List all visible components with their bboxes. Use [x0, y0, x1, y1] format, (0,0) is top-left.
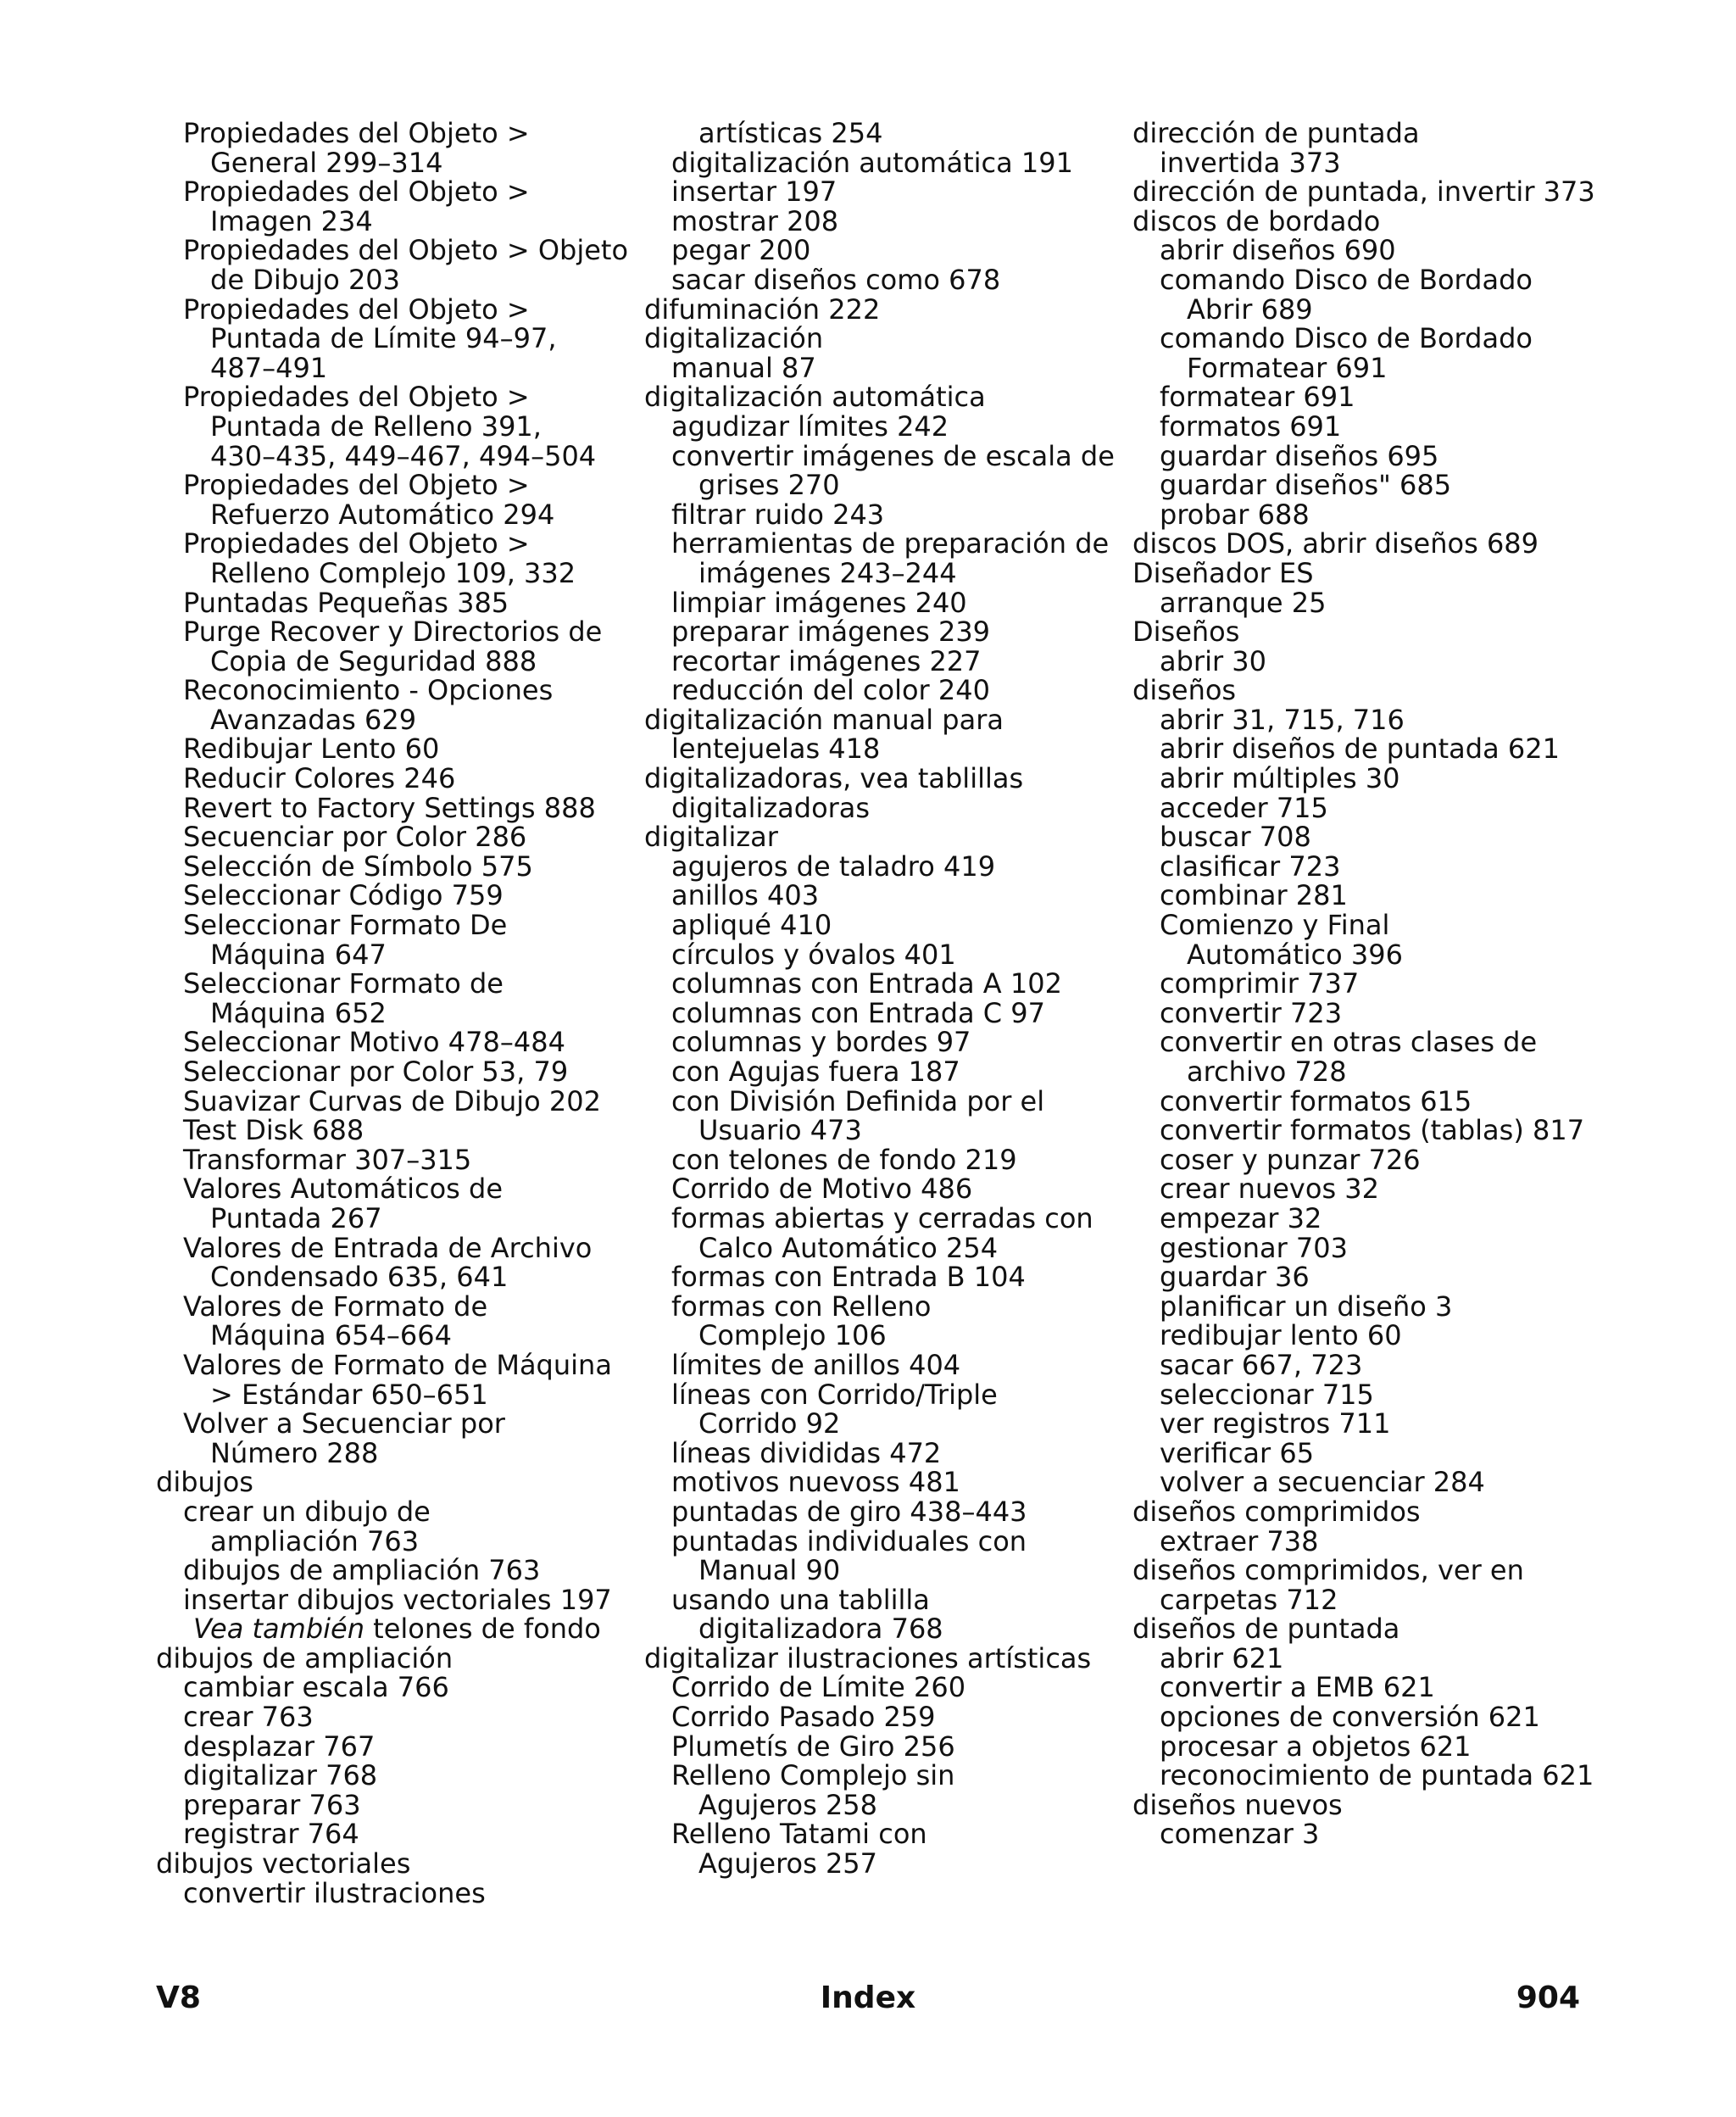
index-subentry: ver registros 711	[1160, 1407, 1391, 1440]
index-subentry: dibujos de ampliación 763	[183, 1554, 541, 1587]
index-subentry: Relleno Complejo sin	[671, 1759, 955, 1792]
index-subentry: Propiedades del Objeto >	[183, 175, 530, 209]
index-subentry: redibujar lento 60	[1160, 1319, 1402, 1352]
index-subentry: con telones de fondo 219	[671, 1143, 1017, 1176]
index-subentry: herramientas de preparación de	[671, 527, 1110, 560]
index-entry: Diseñador ES	[1132, 556, 1314, 589]
index-subentry: convertir ilustraciones	[183, 1876, 486, 1909]
index-subentry: cambiar escala 766	[183, 1671, 449, 1704]
index-subentry: Agujeros 257	[698, 1847, 878, 1880]
index-subentry: Test Disk 688	[183, 1114, 364, 1147]
index-entry: digitalización	[644, 322, 824, 355]
index-subentry: grises 270	[698, 469, 840, 502]
index-subentry: puntadas individuales con	[671, 1524, 1027, 1557]
index-subentry: abrir 31, 715, 716	[1160, 703, 1405, 736]
index-subentry: imágenes 243–244	[698, 556, 957, 589]
index-subentry: acceder 715	[1160, 791, 1328, 824]
index-subentry: carpetas 712	[1160, 1583, 1338, 1616]
index-subentry: formas con Entrada B 104	[671, 1261, 1026, 1294]
index-subentry: motivos nuevoss 481	[671, 1466, 960, 1499]
index-subentry: Propiedades del Objeto > Objeto	[183, 234, 629, 267]
index-subentry: Puntadas Pequeñas 385	[183, 586, 509, 619]
index-column-1	[156, 119, 631, 1908]
index-subentry: Refuerzo Automático 294	[210, 498, 555, 531]
index-entry: diseños	[1132, 674, 1237, 707]
index-subentry: crear nuevos 32	[1160, 1173, 1379, 1206]
index-subentry: convertir en otras clases de	[1160, 1026, 1538, 1059]
index-subentry: sacar diseños como 678	[671, 263, 1001, 296]
index-subentry: Formatear 691	[1187, 351, 1388, 384]
index-subentry: Corrido de Motivo 486	[671, 1173, 973, 1206]
index-subentry: Automático 396	[1187, 938, 1403, 971]
index-subentry: Valores Automáticos de	[183, 1173, 503, 1206]
index-subentry: comprimir 737	[1160, 967, 1360, 1000]
index-subentry: preparar 763	[183, 1788, 361, 1821]
index-subentry: Reducir Colores 246	[183, 762, 456, 795]
index-subentry: Valores de Entrada de Archivo	[183, 1231, 593, 1264]
footer-page-number: 904	[1516, 1981, 1580, 2015]
index-subentry: coser y punzar 726	[1160, 1143, 1421, 1176]
index-entry: diseños nuevos	[1132, 1788, 1343, 1821]
index-column-3	[1132, 119, 1624, 1849]
index-subentry: 487–491	[210, 351, 328, 384]
see-also-target: telones de fondo	[364, 1613, 601, 1646]
index-subentry: Abrir 689	[1187, 292, 1313, 326]
index-entry: dibujos vectoriales	[156, 1847, 411, 1880]
index-subentry: filtrar ruido 243	[671, 498, 885, 531]
index-subentry: convertir a EMB 621	[1160, 1671, 1435, 1704]
index-subentry: abrir 30	[1160, 644, 1267, 677]
index-subentry: verificar 65	[1160, 1436, 1315, 1469]
index-subentry: Calco Automático 254	[698, 1231, 999, 1264]
index-subentry: convertir formatos (tablas) 817	[1160, 1114, 1585, 1147]
index-subentry: lentejuelas 418	[671, 733, 881, 766]
index-entry: discos DOS, abrir diseños 689	[1132, 527, 1539, 560]
footer-version: V8	[156, 1981, 201, 2015]
index-subentry: General 299–314	[210, 146, 443, 179]
index-subentry: Propiedades del Objeto >	[183, 469, 530, 502]
index-subentry: guardar diseños" 685	[1160, 469, 1452, 502]
index-subentry: digitalizadora 768	[698, 1613, 943, 1646]
index-subentry: Corrido Pasado 259	[671, 1701, 936, 1734]
index-subentry: insertar 197	[671, 175, 837, 209]
index-subentry: Redibujar Lento 60	[183, 733, 440, 766]
index-subentry: Complejo 106	[698, 1319, 887, 1352]
index-subentry: Usuario 473	[698, 1114, 862, 1147]
index-subentry: columnas y bordes 97	[671, 1026, 971, 1059]
index-subentry: digitalización automática 191	[671, 146, 1073, 179]
see-also-label: Vea también	[193, 1613, 364, 1646]
index-entry: digitalización automática	[644, 381, 986, 414]
index-subentry: Valores de Formato de	[183, 1290, 488, 1323]
index-subentry: Puntada de Relleno 391,	[210, 409, 542, 443]
index-subentry: Volver a Secuenciar por	[183, 1407, 505, 1440]
index-subentry: Seleccionar Motivo 478–484	[183, 1026, 565, 1059]
index-subentry: sacar 667, 723	[1160, 1348, 1363, 1381]
index-subentry: digitalizar 768	[183, 1759, 378, 1792]
index-subentry: Reconocimiento - Opciones	[183, 674, 554, 707]
index-entry: digitalización manual para	[644, 703, 1004, 736]
index-subentry: usando una tablilla	[671, 1583, 930, 1616]
index-subentry: > Estándar 650–651	[210, 1378, 488, 1411]
index-subentry: Seleccionar Código 759	[183, 879, 504, 912]
index-subentry: Valores de Formato de Máquina	[183, 1348, 612, 1381]
index-subentry: invertida 373	[1160, 146, 1341, 179]
index-subentry: abrir múltiples 30	[1160, 762, 1400, 795]
index-subentry: volver a secuenciar 284	[1160, 1466, 1485, 1499]
index-subentry: manual 87	[671, 351, 816, 384]
index-subentry: Seleccionar Formato de	[183, 967, 504, 1000]
index-subentry: buscar 708	[1160, 821, 1311, 854]
index-entry: diseños de puntada	[1132, 1613, 1400, 1646]
index-subentry: crear 763	[183, 1701, 314, 1734]
index-subentry: mostrar 208	[671, 204, 839, 237]
index-subentry: abrir 621	[1160, 1641, 1284, 1674]
index-subentry: puntadas de giro 438–443	[671, 1495, 1027, 1528]
index-subentry: combinar 281	[1160, 879, 1348, 912]
index-entry: discos de bordado	[1132, 204, 1381, 237]
index-subentry: Selección de Símbolo 575	[183, 850, 533, 883]
index-subentry: Máquina 654–664	[210, 1319, 452, 1352]
index-subentry: Plumetís de Giro 256	[671, 1730, 955, 1763]
index-subentry: limpiar imágenes 240	[671, 586, 967, 619]
index-subentry: Máquina 652	[210, 996, 387, 1029]
index-subentry: Número 288	[210, 1436, 379, 1469]
index-entry: digitalizar ilustraciones artísticas	[644, 1641, 1092, 1674]
index-subentry: columnas con Entrada A 102	[671, 967, 1062, 1000]
index-subentry: artísticas 254	[698, 117, 883, 149]
index-subentry: límites de anillos 404	[671, 1348, 961, 1381]
index-subentry: preparar imágenes 239	[671, 616, 991, 649]
index-entry: digitalizar	[644, 821, 778, 854]
index-subentry: agudizar límites 242	[671, 409, 949, 443]
index-subentry: convertir imágenes de escala de	[671, 439, 1115, 472]
index-subentry: apliqué 410	[671, 909, 832, 942]
index-subentry: digitalizadoras	[671, 791, 871, 824]
index-subentry: Propiedades del Objeto >	[183, 292, 530, 326]
index-subentry: columnas con Entrada C 97	[671, 996, 1046, 1029]
index-subentry: registrar 764	[183, 1818, 359, 1851]
footer-section-title: Index	[820, 1981, 916, 2015]
index-subentry: clasificar 723	[1160, 850, 1341, 883]
index-subentry: Relleno Complejo 109, 332	[210, 556, 576, 589]
index-subentry: líneas divididas 472	[671, 1436, 942, 1469]
index-entry: dirección de puntada	[1132, 117, 1420, 149]
index-entry: dibujos de ampliación	[156, 1641, 453, 1674]
index-subentry: Condensado 635, 641	[210, 1261, 509, 1294]
index-subentry: reconocimiento de puntada 621	[1160, 1759, 1594, 1792]
index-subentry: 430–435, 449–467, 494–504	[210, 439, 597, 472]
index-subentry: círculos y óvalos 401	[671, 938, 956, 971]
index-subentry: guardar diseños 695	[1160, 439, 1439, 472]
index-subentry: guardar 36	[1160, 1261, 1310, 1294]
index-subentry: comenzar 3	[1160, 1818, 1320, 1851]
index-subentry: pegar 200	[671, 234, 811, 267]
index-subentry: Seleccionar por Color 53, 79	[183, 1056, 569, 1088]
index-subentry: Copia de Seguridad 888	[210, 644, 537, 677]
index-subentry: insertar dibujos vectoriales 197	[183, 1583, 612, 1616]
index-entry: dibujos	[156, 1466, 253, 1499]
index-subentry: Máquina 647	[210, 938, 387, 971]
index-subentry: planificar un diseño 3	[1160, 1290, 1453, 1323]
index-subentry: Imagen 234	[210, 204, 373, 237]
index-subentry: Puntada 267	[210, 1201, 382, 1234]
index-subentry: comando Disco de Bordado	[1160, 322, 1533, 355]
index-subentry: gestionar 703	[1160, 1231, 1348, 1264]
index-subentry: convertir 723	[1160, 996, 1343, 1029]
index-subentry: desplazar 767	[183, 1730, 376, 1763]
index-subentry: reducción del color 240	[671, 674, 990, 707]
index-subentry: convertir formatos 615	[1160, 1084, 1472, 1117]
index-subentry: comando Disco de Bordado	[1160, 263, 1533, 296]
index-subentry: Corrido de Límite 260	[671, 1671, 966, 1704]
index-subentry: Propiedades del Objeto >	[183, 527, 530, 560]
index-subentry: procesar a objetos 621	[1160, 1730, 1472, 1763]
index-subentry: líneas con Corrido/Triple	[671, 1378, 998, 1411]
index-subentry: Corrido 92	[698, 1407, 841, 1440]
index-subentry: archivo 728	[1187, 1056, 1347, 1088]
index-entry: diseños comprimidos	[1132, 1495, 1421, 1528]
index-subentry: formas abiertas y cerradas con	[671, 1201, 1093, 1234]
index-subentry: crear un dibujo de	[183, 1495, 431, 1528]
index-subentry: Puntada de Límite 94–97,	[210, 322, 557, 355]
index-subentry: Suavizar Curvas de Dibujo 202	[183, 1084, 601, 1117]
index-subentry: arranque 25	[1160, 586, 1327, 619]
index-subentry: Relleno Tatami con	[671, 1818, 927, 1851]
index-subentry: con División Definida por el	[671, 1084, 1045, 1117]
index-subentry: Purge Recover y Directorios de	[183, 616, 603, 649]
index-subentry: Secuenciar por Color 286	[183, 821, 527, 854]
index-entry: dirección de puntada, invertir 373	[1132, 175, 1595, 209]
index-subentry: abrir diseños de puntada 621	[1160, 733, 1560, 766]
index-subentry: Manual 90	[698, 1554, 841, 1587]
index-subentry: de Dibujo 203	[210, 263, 401, 296]
index-entry: digitalizadoras, vea tablillas	[644, 762, 1024, 795]
index-subentry: seleccionar 715	[1160, 1378, 1374, 1411]
index-subentry: agujeros de taladro 419	[671, 850, 996, 883]
index-subentry: Propiedades del Objeto >	[183, 117, 530, 149]
index-subentry: formatos 691	[1160, 409, 1342, 443]
index-subentry: Propiedades del Objeto >	[183, 381, 530, 414]
index-column-2	[644, 119, 1119, 1879]
index-entry: Diseños	[1132, 616, 1240, 649]
index-subentry: ampliación 763	[210, 1524, 420, 1557]
index-subentry: Transformar 307–315	[183, 1143, 472, 1176]
index-subentry: extraer 738	[1160, 1524, 1319, 1557]
index-entry: difuminación 222	[644, 292, 881, 326]
index-entry: diseños comprimidos, ver en	[1132, 1554, 1524, 1587]
index-subentry: abrir diseños 690	[1160, 234, 1396, 267]
index-subentry: Seleccionar Formato De	[183, 909, 508, 942]
index-subentry: Avanzadas 629	[210, 703, 417, 736]
index-subentry: probar 688	[1160, 498, 1310, 531]
index-subentry: anillos 403	[671, 879, 820, 912]
index-subentry: Comienzo y Final	[1160, 909, 1390, 942]
index-subentry: empezar 32	[1160, 1201, 1322, 1234]
index-subentry: Revert to Factory Settings 888	[183, 791, 596, 824]
index-subentry: con Agujas fuera 187	[671, 1056, 960, 1088]
index-subentry	[156, 1614, 631, 1644]
index-subentry: formatear 691	[1160, 381, 1355, 414]
index-subentry: Agujeros 258	[698, 1788, 878, 1821]
index-subentry: formas con Relleno	[671, 1290, 932, 1323]
index-subentry: recortar imágenes 227	[671, 644, 982, 677]
index-subentry: opciones de conversión 621	[1160, 1701, 1540, 1734]
